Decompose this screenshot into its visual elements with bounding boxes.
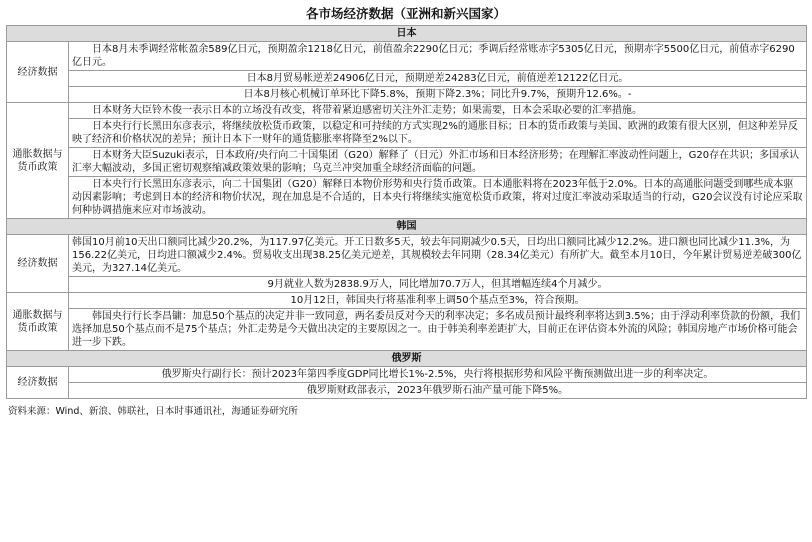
category-label: 通胀数据与货币政策 [7,103,69,219]
table-cell: 日本8月未季调经常帐盈余589亿日元，预期盈余1218亿日元，前值盈余2290亿日元；季调后经常账赤字5305亿日元，预期赤字5500亿日元，前值赤字6290亿日元。 [69,42,807,71]
category-label: 经济数据 [7,42,69,103]
table-row [7,103,807,119]
page-title: 各市场经济数据（亚洲和新兴国家） [305,6,506,21]
category-label: 通胀数据与货币政策 [7,293,69,351]
table-cell: 日本8月贸易帐逆差24906亿日元，预期逆差24283亿日元，前值逆差12122亿日元。 [69,71,807,87]
table-row [7,42,807,71]
table-cell: 日本8月核心机械订单环比下降5.8%，预期下降2.3%；同比升9.7%，预期升12.6%。- [69,87,807,103]
table-row [7,71,807,87]
category-label: 经济数据 [7,235,69,293]
category-label: 经济数据 [7,367,69,399]
table-cell: 9月就业人数为2838.9万人，同比增加70.7万人，但其增幅连续4个月减少。 [69,277,807,293]
section-title: 俄罗斯 [7,351,807,367]
table-row [7,148,807,177]
section-header-korea [7,219,807,235]
table-cell: 韩国央行行长李昌镛：加息50个基点的决定并非一致同意，两名委员反对今天的利率决定；多名成员预计最终利率将达到3.5%；由于浮动利率贷款的份额，我们选择加息50个基点而不是75个基点；外汇走势是今天做出决定的主要原因之一。由于韩美利率差距扩大，目前正在评估资本外流的风险；韩国房地产市场价格可能会进一步下跌。 [69,309,807,351]
section-title: 日本 [7,26,807,42]
table-row [7,87,807,103]
source-note: 资料来源：Wind、新浪、韩联社，日本时事通讯社，海通证券研究所 [8,406,298,417]
table-row [7,177,807,219]
table-row [7,277,807,293]
table-cell: 俄罗斯央行副行长：预计2023年第四季度GDP同比增长1%-2.5%，央行将根据形势和风险平衡预测做出进一步的利率决定。 [69,367,807,383]
market-data-table [6,25,807,399]
table-cell: 日本财务大臣铃木俊一表示日本的立场没有改变，将带着紧迫感密切关注外汇走势；如果需要，日本会采取必要的汇率措施。 [69,103,807,119]
table-cell: 俄罗斯财政部表示，2023年俄罗斯石油产量可能下降5%。 [69,383,807,399]
table-cell: 日本央行行长黑田东彦表示，将继续放松货币政策，以稳定和可持续的方式实现2%的通胀目标；日本的货币政策与美国、欧洲的政策有很大区别，但这种差异反映了经济和价格状况的差异；预计日本下一财年的通货膨胀率将降至2%以下。 [69,119,807,148]
table-cell: 韩国10月前10天出口额同比减少20.2%，为117.97亿美元。开工日数多5天，较去年同期减少0.5天，日均出口额同比减少12.2%。进口额也同比减少11.3%，为156.22亿美元，日均进口额减少2.4%。贸易收支出现38.25亿美元逆差，其规模较去年同期（28.34亿美元）有所扩大。截至本月10日，今年累计贸易逆差破300亿美元，为327.14亿美元。 [69,235,807,277]
table-row [7,235,807,277]
section-header-russia [7,351,807,367]
table-cell: 10月12日，韩国央行将基准利率上调50个基点至3%，符合预期。 [69,293,807,309]
section-header-japan [7,26,807,42]
table-row [7,293,807,309]
table-cell: 日本财务大臣Suzuki表示，日本政府/央行向二十国集团（G20）解释了（日元）外汇市场和日本经济形势；在理解汇率波动性问题上，G20存在共识；多国承认汇率大幅波动，多国正密切观察缩减政策效果的影响；乌克兰冲突加重全球经济面临的问题。 [69,148,807,177]
table-row [7,383,807,399]
section-title: 韩国 [7,219,807,235]
table-row [7,367,807,383]
table-row [7,309,807,351]
table-cell: 日本央行行长黑田东彦表示，向二十国集团（G20）解释日本物价形势和央行货币政策。日本通胀料将在2023年低于2.0%。日本的高通胀问题受到哪些成本驱动因素影响；考虑到日本的经济和物价状况，现在加息是不合适的，日本央行将继续实施宽松货币政策，将对过度汇率波动采取适当的行动，G20会议没有讨论应采取何种协调措施来应对市场波动。 [69,177,807,219]
table-row [7,119,807,148]
